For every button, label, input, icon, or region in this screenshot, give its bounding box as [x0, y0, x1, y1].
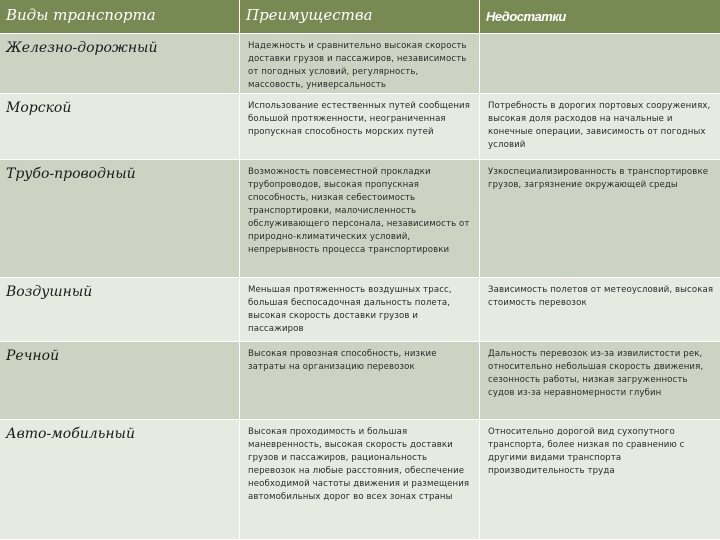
row-sea-type: Морской	[0, 94, 240, 160]
row-road-type: Авто-мобильный	[0, 420, 240, 540]
row-road-cons: Относительно дорогой вид сухопутного транспорта, более низкая по сравнению с другими видами транспорта производительность труда	[480, 420, 720, 540]
row-sea-pros: Использование естественных путей сообщения большой протяженности, неограниченная пропускная способность морских путей	[240, 94, 480, 160]
row-air-type: Воздушный	[0, 278, 240, 342]
header-disadvantages: Недостатки	[480, 0, 720, 34]
row-railway-cons	[480, 34, 720, 94]
row-pipeline-type: Трубо-проводный	[0, 160, 240, 278]
row-river-pros: Высокая провозная способность, низкие затраты на организацию перевозок	[240, 342, 480, 420]
row-air-pros: Меньшая протяженность воздушных трасс, большая беспосадочная дальность полета, высокая скорость доставки грузов и пассажиров	[240, 278, 480, 342]
row-river-type: Речной	[0, 342, 240, 420]
row-railway-pros: Надежность и сравнительно высокая скорость доставки грузов и пассажиров, независимость от погодных условий, регулярность, массовость, универсальность	[240, 34, 480, 94]
row-air-cons: Зависимость полетов от метеоусловий, высокая стоимость перевозок	[480, 278, 720, 342]
row-pipeline-cons: Узкоспециализированность в транспортировке грузов, загрязнение окружающей среды	[480, 160, 720, 278]
header-transport-types: Виды транспорта	[0, 0, 240, 34]
row-road-pros: Высокая проходимость и большая маневренность, высокая скорость доставки грузов и пассажиров, рациональность перевозок на любые расстояния, обеспечение необходимой частоты движения и размещения автомобильных дорог во всех зонах страны	[240, 420, 480, 540]
row-sea-cons: Потребность в дорогих портовых сооружениях, высокая доля расходов на начальные и конечные операции, зависимость от погодных условий	[480, 94, 720, 160]
header-advantages: Преимущества	[240, 0, 480, 34]
row-river-cons: Дальность перевозок из-за извилистости рек, относительно небольшая скорость движения, сезонность работы, низкая загруженность судов из-за неравномерности глубин	[480, 342, 720, 420]
row-railway-type: Железно-дорожный	[0, 34, 240, 94]
row-pipeline-pros: Возможность повсеместной прокладки трубопроводов, высокая пропускная способность, низкая себестоимость транспортировки, малочисленность обслуживающего персонала, независимость от природно-климатических условий, непрерывность процесса транспортировки	[240, 160, 480, 278]
